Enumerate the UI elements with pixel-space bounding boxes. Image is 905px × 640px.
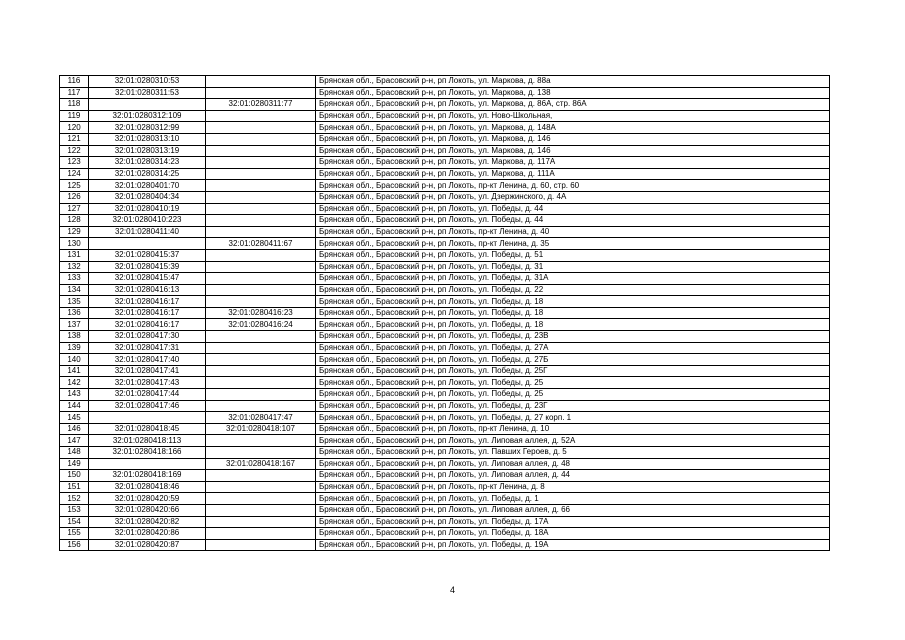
- row-number-cell: 127: [60, 203, 89, 215]
- table-row: [60, 423, 830, 435]
- cadastral-number-cell: 32:01:0280418:46: [89, 481, 206, 493]
- row-number-cell: 125: [60, 180, 89, 192]
- cadastral-number-cell: 32:01:0280313:19: [89, 145, 206, 157]
- address-cell: Брянская обл., Брасовский р-н, рп Локоть, ул. Победы, д. 19А: [316, 539, 830, 551]
- table-row: [60, 342, 830, 354]
- related-cadastral-number-cell: [206, 76, 316, 88]
- row-number-cell: 137: [60, 319, 89, 331]
- cadastral-number-cell: 32:01:0280314:23: [89, 157, 206, 169]
- row-number-cell: 132: [60, 261, 89, 273]
- address-cell: Брянская обл., Брасовский р-н, рп Локоть, ул. Маркова, д. 138: [316, 87, 830, 99]
- table-row: [60, 481, 830, 493]
- related-cadastral-number-cell: [206, 191, 316, 203]
- table-row: [60, 400, 830, 412]
- table-row: [60, 215, 830, 227]
- related-cadastral-number-cell: [206, 354, 316, 366]
- address-cell: Брянская обл., Брасовский р-н, рп Локоть, ул. Маркова, д. 146: [316, 145, 830, 157]
- table-row: [60, 284, 830, 296]
- row-number-cell: 155: [60, 528, 89, 540]
- cadastral-number-cell: 32:01:0280418:169: [89, 470, 206, 482]
- address-cell: Брянская обл., Брасовский р-н, рп Локоть, ул. Дзержинского, д. 4А: [316, 191, 830, 203]
- cadastral-number-cell: 32:01:0280416:17: [89, 319, 206, 331]
- row-number-cell: 126: [60, 191, 89, 203]
- row-number-cell: 129: [60, 226, 89, 238]
- address-cell: Брянская обл., Брасовский р-н, рп Локоть, ул. Победы, д. 31А: [316, 273, 830, 285]
- row-number-cell: 150: [60, 470, 89, 482]
- address-cell: Брянская обл., Брасовский р-н, рп Локоть, пр-кт Ленина, д. 10: [316, 423, 830, 435]
- table-row: [60, 168, 830, 180]
- related-cadastral-number-cell: [206, 331, 316, 343]
- related-cadastral-number-cell: [206, 516, 316, 528]
- row-number-cell: 149: [60, 458, 89, 470]
- cadastral-number-cell: 32:01:0280417:40: [89, 354, 206, 366]
- row-number-cell: 139: [60, 342, 89, 354]
- address-cell: Брянская обл., Брасовский р-н, рп Локоть, ул. Победы, д. 23В: [316, 331, 830, 343]
- cadastral-number-cell: 32:01:0280418:45: [89, 423, 206, 435]
- table-row: [60, 99, 830, 111]
- table-row: [60, 133, 830, 145]
- table-row: [60, 354, 830, 366]
- table-row: [60, 157, 830, 169]
- row-number-cell: 147: [60, 435, 89, 447]
- address-cell: Брянская обл., Брасовский р-н, рп Локоть, пр-кт Ленина, д. 8: [316, 481, 830, 493]
- property-table: [59, 75, 830, 551]
- table-row: [60, 261, 830, 273]
- related-cadastral-number-cell: [206, 284, 316, 296]
- related-cadastral-number-cell: [206, 342, 316, 354]
- table-row: [60, 238, 830, 250]
- cadastral-number-cell: 32:01:0280416:17: [89, 296, 206, 308]
- related-cadastral-number-cell: 32:01:0280418:107: [206, 423, 316, 435]
- related-cadastral-number-cell: 32:01:0280311:77: [206, 99, 316, 111]
- cadastral-number-cell: 32:01:0280415:37: [89, 249, 206, 261]
- address-cell: Брянская обл., Брасовский р-н, рп Локоть, ул. Маркова, д. 117А: [316, 157, 830, 169]
- related-cadastral-number-cell: [206, 377, 316, 389]
- row-number-cell: 152: [60, 493, 89, 505]
- table-row: [60, 296, 830, 308]
- address-cell: Брянская обл., Брасовский р-н, рп Локоть, ул. Победы, д. 18: [316, 319, 830, 331]
- cadastral-number-cell: 32:01:0280415:39: [89, 261, 206, 273]
- table-row: [60, 365, 830, 377]
- cadastral-number-cell: 32:01:0280416:13: [89, 284, 206, 296]
- row-number-cell: 153: [60, 504, 89, 516]
- row-number-cell: 135: [60, 296, 89, 308]
- address-cell: Брянская обл., Брасовский р-н, рп Локоть, ул. Победы, д. 27 корп. 1: [316, 412, 830, 424]
- related-cadastral-number-cell: [206, 470, 316, 482]
- table-row: [60, 191, 830, 203]
- row-number-cell: 148: [60, 447, 89, 459]
- table-row: [60, 528, 830, 540]
- row-number-cell: 143: [60, 389, 89, 401]
- cadastral-number-cell: 32:01:0280415:47: [89, 273, 206, 285]
- table-row: [60, 87, 830, 99]
- row-number-cell: 118: [60, 99, 89, 111]
- cadastral-number-cell: [89, 238, 206, 250]
- table-row: [60, 539, 830, 551]
- address-cell: Брянская обл., Брасовский р-н, рп Локоть, ул. Липовая аллея, д. 52А: [316, 435, 830, 447]
- table-row: [60, 377, 830, 389]
- table-row: [60, 273, 830, 285]
- row-number-cell: 151: [60, 481, 89, 493]
- related-cadastral-number-cell: [206, 203, 316, 215]
- cadastral-number-cell: 32:01:0280420:87: [89, 539, 206, 551]
- table-row: [60, 249, 830, 261]
- property-table-body: [60, 76, 830, 551]
- related-cadastral-number-cell: [206, 447, 316, 459]
- related-cadastral-number-cell: [206, 273, 316, 285]
- address-cell: Брянская обл., Брасовский р-н, рп Локоть, ул. Маркова, д. 88а: [316, 76, 830, 88]
- row-number-cell: 133: [60, 273, 89, 285]
- cadastral-number-cell: 32:01:0280420:66: [89, 504, 206, 516]
- row-number-cell: 128: [60, 215, 89, 227]
- cadastral-number-cell: [89, 99, 206, 111]
- address-cell: Брянская обл., Брасовский р-н, рп Локоть, ул. Победы, д. 27Б: [316, 354, 830, 366]
- row-number-cell: 131: [60, 249, 89, 261]
- related-cadastral-number-cell: [206, 296, 316, 308]
- cadastral-number-cell: 32:01:0280417:41: [89, 365, 206, 377]
- related-cadastral-number-cell: 32:01:0280416:24: [206, 319, 316, 331]
- related-cadastral-number-cell: [206, 145, 316, 157]
- table-row: [60, 203, 830, 215]
- cadastral-number-cell: 32:01:0280313:10: [89, 133, 206, 145]
- address-cell: Брянская обл., Брасовский р-н, рп Локоть, пр-кт Ленина, д. 60, стр. 60: [316, 180, 830, 192]
- address-cell: Брянская обл., Брасовский р-н, рп Локоть, ул. Победы, д. 17А: [316, 516, 830, 528]
- row-number-cell: 142: [60, 377, 89, 389]
- table-row: [60, 389, 830, 401]
- cadastral-number-cell: 32:01:0280416:17: [89, 307, 206, 319]
- cadastral-number-cell: [89, 412, 206, 424]
- cadastral-number-cell: 32:01:0280311:53: [89, 87, 206, 99]
- cadastral-number-cell: 32:01:0280417:46: [89, 400, 206, 412]
- table-row: [60, 307, 830, 319]
- address-cell: Брянская обл., Брасовский р-н, рп Локоть, ул. Павших Героев, д. 5: [316, 447, 830, 459]
- row-number-cell: 119: [60, 110, 89, 122]
- cadastral-number-cell: 32:01:0280417:44: [89, 389, 206, 401]
- address-cell: Брянская обл., Брасовский р-н, рп Локоть, ул. Липовая аллея, д. 44: [316, 470, 830, 482]
- address-cell: Брянская обл., Брасовский р-н, рп Локоть, ул. Победы, д. 18А: [316, 528, 830, 540]
- cadastral-number-cell: 32:01:0280314:25: [89, 168, 206, 180]
- related-cadastral-number-cell: [206, 157, 316, 169]
- address-cell: Брянская обл., Брасовский р-н, рп Локоть, ул. Победы, д. 25Г: [316, 365, 830, 377]
- related-cadastral-number-cell: [206, 365, 316, 377]
- address-cell: Брянская обл., Брасовский р-н, рп Локоть, ул. Победы, д. 25: [316, 377, 830, 389]
- related-cadastral-number-cell: 32:01:0280416:23: [206, 307, 316, 319]
- table-row: [60, 470, 830, 482]
- address-cell: Брянская обл., Брасовский р-н, рп Локоть, ул. Ново-Школьная,: [316, 110, 830, 122]
- address-cell: Брянская обл., Брасовский р-н, рп Локоть, ул. Маркова, д. 148А: [316, 122, 830, 134]
- row-number-cell: 146: [60, 423, 89, 435]
- table-row: [60, 447, 830, 459]
- row-number-cell: 136: [60, 307, 89, 319]
- row-number-cell: 120: [60, 122, 89, 134]
- table-row: [60, 435, 830, 447]
- related-cadastral-number-cell: [206, 226, 316, 238]
- related-cadastral-number-cell: [206, 180, 316, 192]
- related-cadastral-number-cell: [206, 481, 316, 493]
- row-number-cell: 124: [60, 168, 89, 180]
- cadastral-number-cell: 32:01:0280410:19: [89, 203, 206, 215]
- cadastral-number-cell: 32:01:0280420:86: [89, 528, 206, 540]
- related-cadastral-number-cell: [206, 493, 316, 505]
- address-cell: Брянская обл., Брасовский р-н, рп Локоть, ул. Маркова, д. 111А: [316, 168, 830, 180]
- cadastral-number-cell: 32:01:0280312:109: [89, 110, 206, 122]
- cadastral-number-cell: 32:01:0280404:34: [89, 191, 206, 203]
- row-number-cell: 156: [60, 539, 89, 551]
- related-cadastral-number-cell: [206, 400, 316, 412]
- related-cadastral-number-cell: [206, 435, 316, 447]
- cadastral-number-cell: 32:01:0280418:166: [89, 447, 206, 459]
- related-cadastral-number-cell: 32:01:0280411:67: [206, 238, 316, 250]
- row-number-cell: 134: [60, 284, 89, 296]
- row-number-cell: 141: [60, 365, 89, 377]
- related-cadastral-number-cell: [206, 87, 316, 99]
- table-row: [60, 412, 830, 424]
- cadastral-number-cell: 32:01:0280420:82: [89, 516, 206, 528]
- address-cell: Брянская обл., Брасовский р-н, рп Локоть, ул. Маркова, д. 86А, стр. 86А: [316, 99, 830, 111]
- row-number-cell: 116: [60, 76, 89, 88]
- address-cell: Брянская обл., Брасовский р-н, рп Локоть, ул. Победы, д. 1: [316, 493, 830, 505]
- address-cell: Брянская обл., Брасовский р-н, рп Локоть, ул. Победы, д. 44: [316, 203, 830, 215]
- cadastral-number-cell: 32:01:0280417:30: [89, 331, 206, 343]
- cadastral-number-cell: 32:01:0280420:59: [89, 493, 206, 505]
- row-number-cell: 140: [60, 354, 89, 366]
- cadastral-number-cell: 32:01:0280418:113: [89, 435, 206, 447]
- address-cell: Брянская обл., Брасовский р-н, рп Локоть, ул. Победы, д. 44: [316, 215, 830, 227]
- table-row: [60, 122, 830, 134]
- related-cadastral-number-cell: [206, 389, 316, 401]
- address-cell: Брянская обл., Брасовский р-н, рп Локоть, ул. Победы, д. 18: [316, 296, 830, 308]
- address-cell: Брянская обл., Брасовский р-н, рп Локоть, ул. Победы, д. 51: [316, 249, 830, 261]
- page-number: 4: [449, 585, 455, 595]
- cadastral-number-cell: 32:01:0280410:223: [89, 215, 206, 227]
- related-cadastral-number-cell: [206, 249, 316, 261]
- related-cadastral-number-cell: 32:01:0280418:167: [206, 458, 316, 470]
- related-cadastral-number-cell: [206, 261, 316, 273]
- cadastral-number-cell: 32:01:0280312:99: [89, 122, 206, 134]
- related-cadastral-number-cell: [206, 215, 316, 227]
- table-row: [60, 319, 830, 331]
- address-cell: Брянская обл., Брасовский р-н, рп Локоть, ул. Победы, д. 25: [316, 389, 830, 401]
- table-row: [60, 145, 830, 157]
- address-cell: Брянская обл., Брасовский р-н, рп Локоть, пр-кт Ленина, д. 40: [316, 226, 830, 238]
- row-number-cell: 138: [60, 331, 89, 343]
- row-number-cell: 154: [60, 516, 89, 528]
- address-cell: Брянская обл., Брасовский р-н, рп Локоть, ул. Липовая аллея, д. 48: [316, 458, 830, 470]
- row-number-cell: 122: [60, 145, 89, 157]
- related-cadastral-number-cell: [206, 122, 316, 134]
- table-row: [60, 504, 830, 516]
- table-row: [60, 458, 830, 470]
- table-row: [60, 180, 830, 192]
- table-row: [60, 76, 830, 88]
- address-cell: Брянская обл., Брасовский р-н, рп Локоть, ул. Липовая аллея, д. 66: [316, 504, 830, 516]
- related-cadastral-number-cell: 32:01:0280417:47: [206, 412, 316, 424]
- row-number-cell: 123: [60, 157, 89, 169]
- related-cadastral-number-cell: [206, 528, 316, 540]
- address-cell: Брянская обл., Брасовский р-н, рп Локоть, ул. Победы, д. 22: [316, 284, 830, 296]
- address-cell: Брянская обл., Брасовский р-н, рп Локоть, ул. Победы, д. 23Г: [316, 400, 830, 412]
- cadastral-number-cell: 32:01:0280417:43: [89, 377, 206, 389]
- cadastral-number-cell: 32:01:0280417:31: [89, 342, 206, 354]
- address-cell: Брянская обл., Брасовский р-н, рп Локоть, ул. Победы, д. 31: [316, 261, 830, 273]
- related-cadastral-number-cell: [206, 504, 316, 516]
- row-number-cell: 145: [60, 412, 89, 424]
- table-row: [60, 331, 830, 343]
- address-cell: Брянская обл., Брасовский р-н, рп Локоть, ул. Победы, д. 27А: [316, 342, 830, 354]
- cadastral-number-cell: [89, 458, 206, 470]
- row-number-cell: 144: [60, 400, 89, 412]
- row-number-cell: 130: [60, 238, 89, 250]
- related-cadastral-number-cell: [206, 539, 316, 551]
- table-row: [60, 110, 830, 122]
- cadastral-number-cell: 32:01:0280401:70: [89, 180, 206, 192]
- cadastral-number-cell: 32:01:0280411:40: [89, 226, 206, 238]
- table-row: [60, 516, 830, 528]
- table-row: [60, 493, 830, 505]
- address-cell: Брянская обл., Брасовский р-н, рп Локоть, ул. Победы, д. 18: [316, 307, 830, 319]
- related-cadastral-number-cell: [206, 168, 316, 180]
- address-cell: Брянская обл., Брасовский р-н, рп Локоть, ул. Маркова, д. 146: [316, 133, 830, 145]
- related-cadastral-number-cell: [206, 110, 316, 122]
- table-row: [60, 226, 830, 238]
- related-cadastral-number-cell: [206, 133, 316, 145]
- address-cell: Брянская обл., Брасовский р-н, рп Локоть, пр-кт Ленина, д. 35: [316, 238, 830, 250]
- cadastral-number-cell: 32:01:0280310:53: [89, 76, 206, 88]
- row-number-cell: 121: [60, 133, 89, 145]
- row-number-cell: 117: [60, 87, 89, 99]
